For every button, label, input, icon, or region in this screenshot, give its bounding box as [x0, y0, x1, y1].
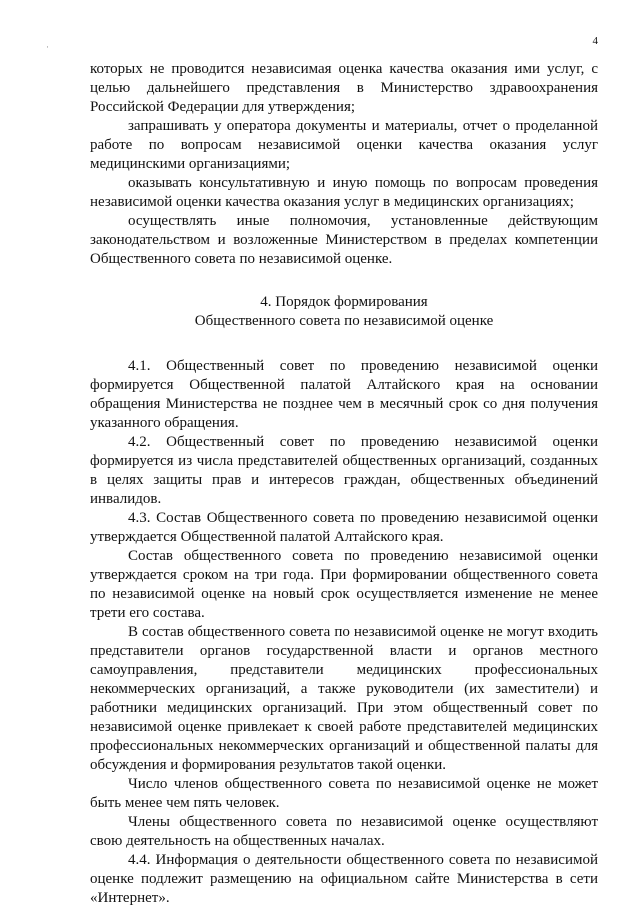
paragraph: 4.3. Состав Общественного совета по проведению независимой оценки утверждается Общественной палатой Алтайского края.	[90, 510, 598, 545]
page-number: 4	[592, 35, 598, 47]
document-body	[90, 60, 598, 908]
paragraph: 4.2. Общественный совет по проведению независимой оценки формируется из числа представителей общественных организаций, созданных в целях защиты прав и интересов граждан, общественных объединений инвалидов.	[90, 434, 598, 507]
paragraph: Состав общественного совета по проведению независимой оценки утверждается сроком на три года. При формировании общественного совета по независимой оценке на новый срок осуществляется изменение не менее трети его состава.	[90, 548, 598, 621]
section-heading-line2: Общественного совета по независимой оценке	[194, 313, 494, 329]
paragraph: Число членов общественного совета по независимой оценке не может быть менее чем пять человек.	[90, 776, 598, 811]
paragraph: 4.1. Общественный совет по проведению независимой оценки формируется Общественной палатой Алтайского края на основании обращения Министерства не позднее чем в месячный срок со дня получения указанного обращения.	[90, 358, 598, 431]
paragraph: которых не проводится независимая оценка качества оказания ими услуг, с целью дальнейшего представления в Министерство здравоохранения Российской Федерации для утверждения;	[90, 61, 598, 115]
paragraph: осуществлять иные полномочия, установленные действующим законодательством и возложенные Министерством в пределах компетенции Общественного совета по независимой оценке.	[90, 213, 598, 267]
paragraph: В состав общественного совета по независимой оценке не могут входить представители органов государственной власти и органов местного самоуправления, представители медицинских профессиональных некоммерческих организаций, а также руководители (их заместители) и работники медицинских организаций. При этом общественный совет по независимой оценке привлекает к своей работе представителей медицинских профессиональных некоммерческих организаций и общественной палаты для обсуждения и формирования результатов такой оценки.	[90, 624, 598, 773]
paragraph: оказывать консультативную и иную помощь по вопросам проведения независимой оценки качества оказания услуг в медицинских организациях;	[90, 175, 598, 210]
paragraph: 4.4. Информация о деятельности общественного совета по независимой оценке подлежит размещению на официальном сайте Министерства в сети «Интернет».	[90, 852, 598, 906]
scan-mark: ·	[46, 42, 49, 52]
paragraph: Члены общественного совета по независимой оценке осуществляют свою деятельность на общественных началах.	[90, 814, 598, 849]
paragraph: запрашивать у оператора документы и материалы, отчет о проделанной работе по вопросам независимой оценки качества оказания услуг медицинскими организациями;	[90, 118, 598, 172]
section-heading	[90, 293, 598, 331]
section-heading-line1: 4. Порядок формирования	[260, 294, 428, 310]
